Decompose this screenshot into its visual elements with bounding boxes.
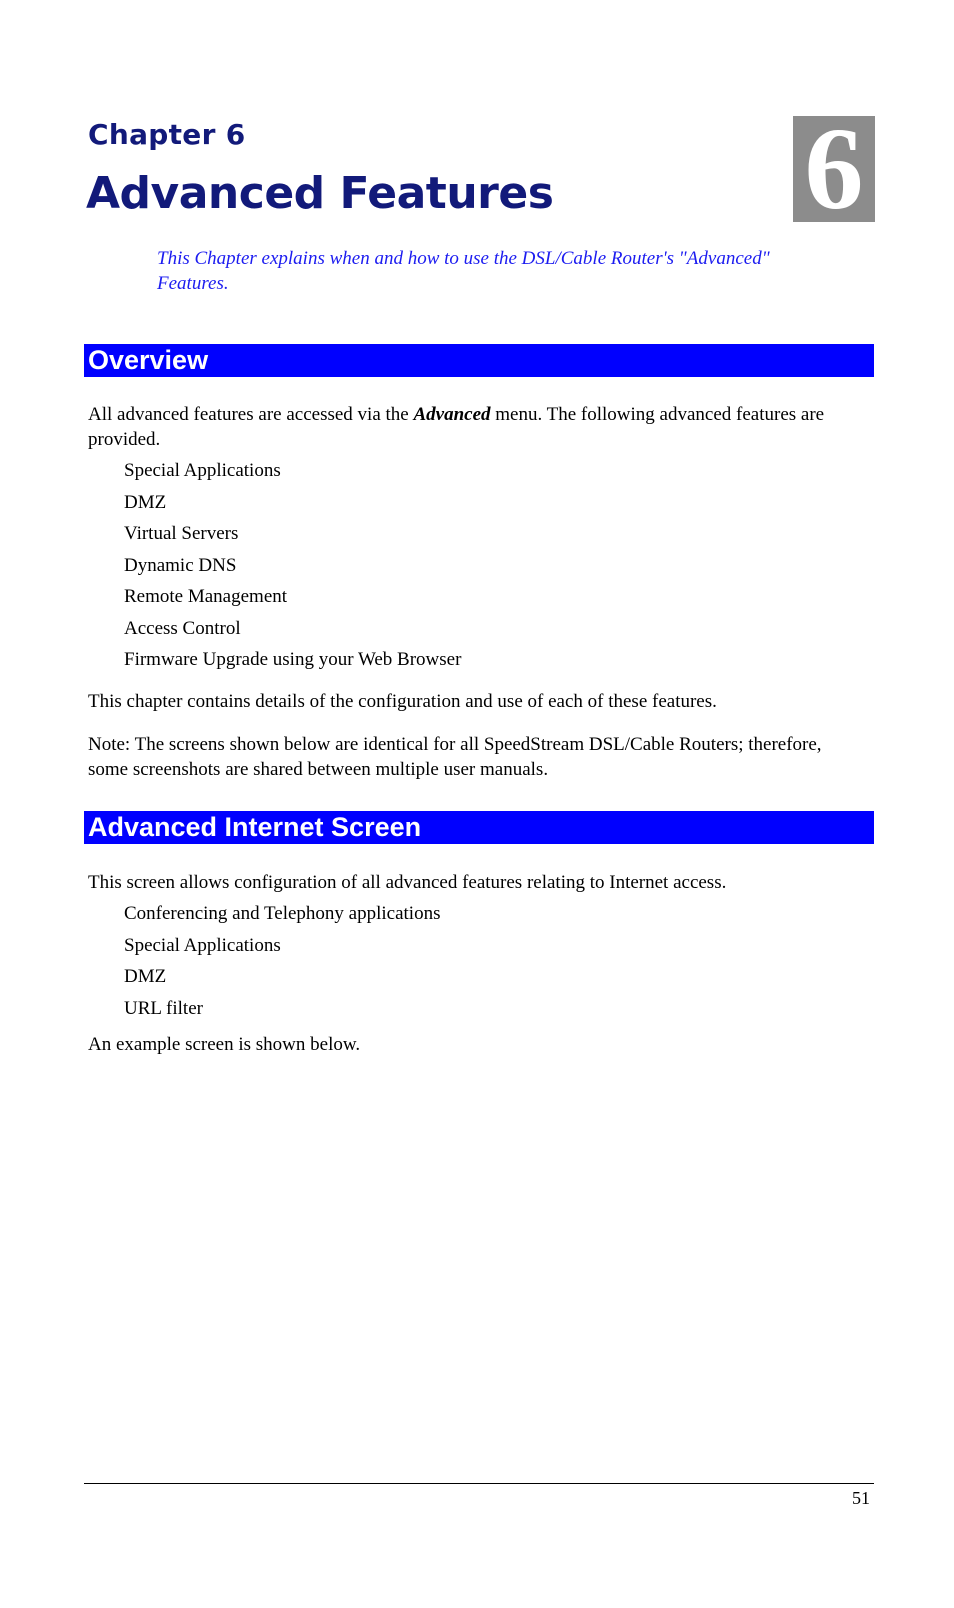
advanced-internet-paragraph: This screen allows configuration of all advanced features relating to Internet access.	[88, 872, 727, 893]
section-heading-advanced-internet: Advanced Internet Screen	[84, 811, 874, 844]
overview-text-start: All advanced features are accessed via the	[88, 404, 414, 425]
list-item: Virtual Servers	[124, 523, 239, 544]
overview-text-end: menu. The following advanced features are provided.	[88, 404, 825, 450]
chapter-number-box: 6	[793, 116, 875, 222]
advanced-menu-name: Advanced	[413, 404, 491, 425]
list-item: Firmware Upgrade using your Web Browser	[124, 649, 462, 670]
list-item: Conferencing and Telephony applications	[124, 903, 441, 924]
footer-rule	[84, 1483, 874, 1484]
overview-note: Note: The screens shown below are identical for all SpeedStream DSL/Cable Routers; therefore, some screenshots are shared between multiple user manuals.	[88, 734, 822, 780]
list-item: Special Applications	[124, 460, 281, 481]
list-item: URL filter	[124, 997, 203, 1019]
list-item: DMZ	[124, 491, 167, 513]
list-item: DMZ	[124, 966, 167, 987]
list-item: Remote Management	[124, 586, 288, 607]
section-heading-overview: Overview	[84, 344, 874, 377]
chapter-intro: This Chapter explains when and how to use the DSL/Cable Router's "Advanced" Features.	[157, 248, 770, 294]
advanced-internet-feature-list	[124, 901, 440, 1027]
page-number: 51	[852, 1488, 870, 1508]
chapter-label: Chapter 6	[88, 118, 246, 151]
list-item: Special Applications	[124, 934, 281, 956]
list-item: Access Control	[124, 617, 241, 639]
overview-paragraph	[88, 402, 858, 452]
example-screen-paragraph: An example screen is shown below.	[88, 1034, 361, 1055]
chapter-title: Advanced Features	[86, 168, 554, 219]
overview-details-paragraph: This chapter contains details of the configuration and use of each of these features.	[88, 691, 717, 712]
overview-feature-list	[124, 458, 461, 679]
list-item: Dynamic DNS	[124, 554, 237, 576]
